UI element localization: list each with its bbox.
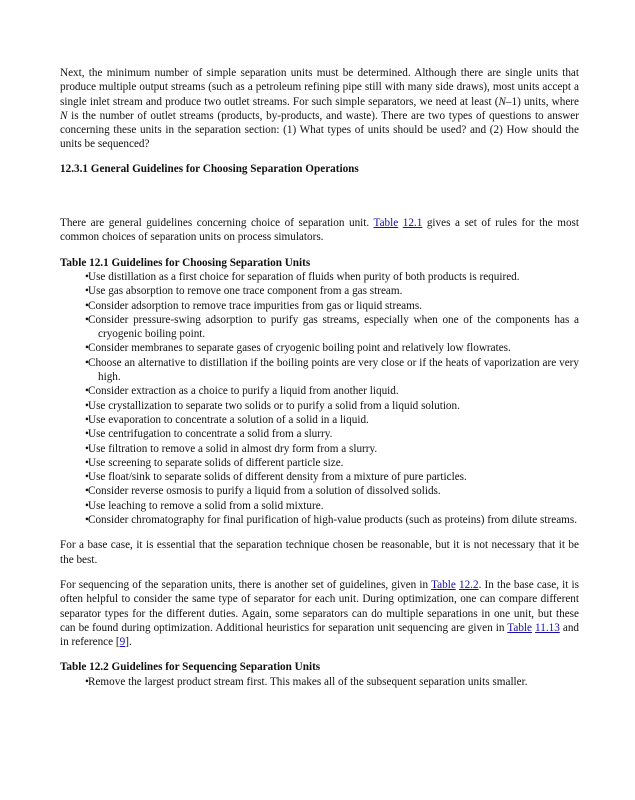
paragraph-guidelines-text-1: There are general guidelines concerning choice of separation unit. <box>60 217 374 230</box>
link-table-word-2[interactable]: Table <box>431 578 456 591</box>
guideline-item-text: Consider membranes to separate gases of cryogenic boiling point and relatively low flowrates. <box>88 342 511 355</box>
guideline-item <box>60 284 579 298</box>
table-12-1-title: Table 12.1 Guidelines for Choosing Separation Units <box>60 256 311 269</box>
guideline-item <box>60 313 579 342</box>
guideline-item <box>60 299 579 313</box>
bullet-icon: • <box>85 428 89 441</box>
bullet-icon: • <box>85 514 89 527</box>
guideline-item <box>60 470 579 484</box>
bullet-icon: • <box>85 456 89 469</box>
guideline-item <box>60 442 579 456</box>
guideline-item <box>60 456 579 470</box>
bullet-icon: • <box>85 285 89 298</box>
link-table-12-1[interactable]: 12.1 <box>402 217 423 230</box>
guideline-item-text: Use distillation as a first choice for separation of fluids when purity of both products is required. <box>88 270 520 283</box>
guideline-item-text: Consider chromatography for final purification of high-value products (such as proteins) from dilute streams. <box>88 514 578 527</box>
bullet-icon: • <box>85 399 89 412</box>
bullet-icon: • <box>85 485 89 498</box>
guideline-item <box>60 413 579 427</box>
paragraph-sequencing <box>60 578 579 649</box>
link-table-word-3[interactable]: Table <box>507 621 532 634</box>
guideline-item-text: Consider extraction as a choice to purify a liquid from another liquid. <box>88 385 399 398</box>
sequencing-guideline-item-text: Remove the largest product stream first. This makes all of the subsequent separation units smaller. <box>88 675 528 688</box>
guideline-item-text: Use evaporation to concentrate a solution of a solid in a liquid. <box>88 413 369 426</box>
guideline-item-text: Use screening to separate solids of different particle size. <box>88 456 344 469</box>
document-page <box>60 66 579 689</box>
guideline-item-text: Use centrifugation to concentrate a solid from a slurry. <box>88 428 333 441</box>
guideline-item-text: Choose an alternative to distillation if the boiling points are very close or if the heats of vaporization are very high. <box>88 356 579 384</box>
guideline-item-text: Use float/sink to separate solids of different density from a mixture of pure particles. <box>88 471 467 484</box>
link-table-11-13[interactable]: 11.13 <box>535 621 560 634</box>
bullet-icon: • <box>85 471 89 484</box>
paragraph-guidelines <box>60 216 579 245</box>
bullet-icon: • <box>85 499 89 512</box>
paragraph-sequencing-text-3: and in reference [ <box>60 621 580 649</box>
table-12-2-list <box>60 675 579 689</box>
bullet-icon: • <box>85 342 89 355</box>
variable-n: N <box>60 109 68 122</box>
table-12-1-list <box>60 270 579 527</box>
guideline-item <box>60 513 579 527</box>
bullet-icon: • <box>85 442 89 455</box>
guideline-item <box>60 499 579 513</box>
bullet-icon: • <box>85 313 89 326</box>
bullet-icon: • <box>85 675 89 688</box>
paragraph-intro: Next, the minimum number of simple separation units must be determined. Although there are single units that produce multiple output streams (such as a petroleum refining pipe still with many side draws), most units accept a single inlet stream and produce two outlet streams. For such simple separators, we need at least (N–1) units, where N is the number of outlet streams (products, by-products, and waste). There are two types of questions to answer concerning these units in the separation section: (1) What types of units should be used? and (2) How should the units be sequenced? <box>60 67 579 151</box>
guideline-item-text: Use filtration to remove a solid in almost dry form from a slurry. <box>88 442 378 455</box>
bullet-icon: • <box>85 299 89 312</box>
sequencing-guideline-item <box>60 675 579 689</box>
guideline-item-text: Consider pressure-swing adsorption to purify gas streams, especially when one of the components has a cryogenic boiling point. <box>88 313 579 341</box>
paragraph-base-case: For a base case, it is essential that the separation technique chosen be reasonable, but it is not necessary that it be the best. <box>60 539 579 566</box>
paragraph-guidelines-text-2: gives a set of rules for the most common choices of separation units on process simulators. <box>60 217 580 244</box>
paragraph-sequencing-text-4: ]. <box>125 636 132 649</box>
guideline-item-text: Use leaching to remove a solid from a solid mixture. <box>88 499 324 512</box>
guideline-item-text: Use crystallization to separate two solids or to purify a solid from a liquid solution. <box>88 399 460 412</box>
guideline-item <box>60 341 579 355</box>
guideline-item <box>60 270 579 284</box>
bullet-icon: • <box>85 270 89 283</box>
guideline-item <box>60 356 579 385</box>
table-12-2-title: Table 12.2 Guidelines for Sequencing Separation Units <box>60 661 321 674</box>
section-heading: 12.3.1 General Guidelines for Choosing Separation Operations <box>60 162 359 175</box>
paragraph-sequencing-text-2: . In the base case, it is often helpful to consider the same type of separator for each unit. During optimization, one can compare different separator types for the different duties. Again, some separators can do multiple separations in one unit, but these can be found during optimization. Additional heuristics for separation unit sequencing are given in <box>60 578 580 634</box>
guideline-item <box>60 384 579 398</box>
paragraph-sequencing-text-1: For sequencing of the separation units, there is another set of guidelines, given in <box>60 578 432 591</box>
guideline-item-text: Consider reverse osmosis to purify a liquid from a solution of dissolved solids. <box>88 485 441 498</box>
link-table-12-2[interactable]: 12.2 <box>458 578 479 591</box>
guideline-item-text: Use gas absorption to remove one trace component from a gas stream. <box>88 285 403 298</box>
bullet-icon: • <box>85 356 89 369</box>
guideline-item <box>60 427 579 441</box>
guideline-item <box>60 399 579 413</box>
bullet-icon: • <box>85 413 89 426</box>
variable-n: N <box>498 95 506 108</box>
guideline-item-text: Consider adsorption to remove trace impurities from gas or liquid streams. <box>88 299 422 312</box>
guideline-item <box>60 484 579 498</box>
link-reference-9[interactable]: 9 <box>119 636 126 649</box>
bullet-icon: • <box>85 385 89 398</box>
link-table-word[interactable]: Table <box>373 217 399 230</box>
